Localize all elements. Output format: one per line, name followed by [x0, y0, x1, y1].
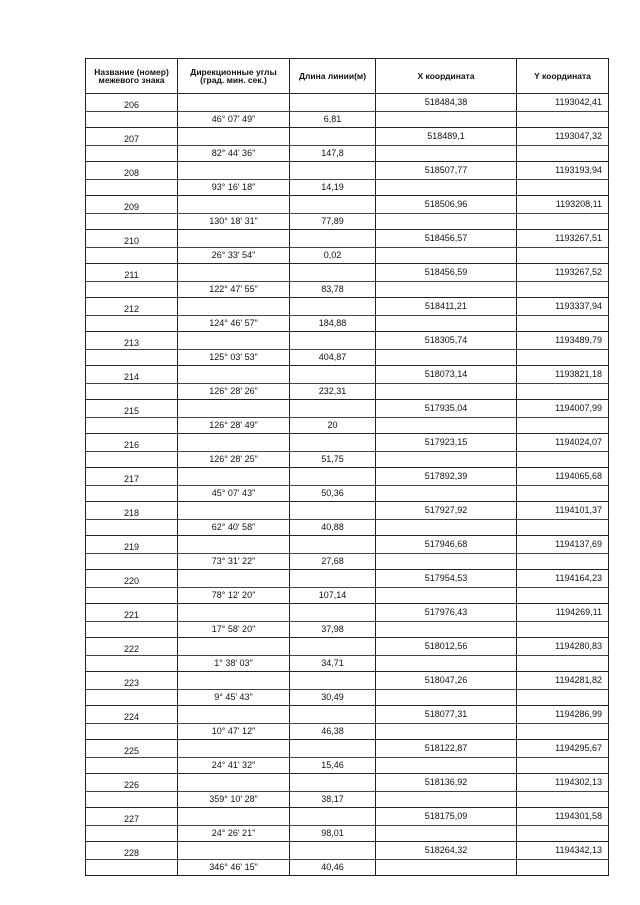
direction-angle: 1° 38' 03"	[178, 655, 290, 672]
table-row	[86, 689, 609, 706]
name-empty	[86, 859, 178, 876]
table-row	[86, 264, 609, 282]
y-coordinate: 1194164,23	[517, 570, 609, 588]
y-empty	[517, 689, 609, 706]
table-row	[86, 485, 609, 502]
angle-empty	[178, 128, 290, 146]
line-length: 184,88	[290, 315, 376, 332]
direction-angle: 46° 07' 49"	[178, 111, 290, 128]
x-coordinate: 518077,31	[376, 706, 517, 724]
header-x: X координата	[376, 59, 517, 94]
table-row	[86, 128, 609, 146]
x-coordinate: 518456,59	[376, 264, 517, 282]
direction-angle: 45° 07' 43"	[178, 485, 290, 502]
length-empty	[290, 400, 376, 418]
name-empty	[86, 417, 178, 434]
x-coordinate: 517892,39	[376, 468, 517, 486]
name-empty	[86, 349, 178, 366]
x-empty	[376, 383, 517, 400]
table-row	[86, 162, 609, 180]
y-empty	[517, 859, 609, 876]
point-name: 222	[86, 638, 178, 656]
angle-empty	[178, 468, 290, 486]
table-row	[86, 417, 609, 434]
point-name: 206	[86, 94, 178, 112]
name-empty	[86, 315, 178, 332]
y-coordinate: 1193337,94	[517, 298, 609, 316]
direction-angle: 346° 46' 15"	[178, 859, 290, 876]
table-row	[86, 740, 609, 758]
direction-angle: 130° 18' 31"	[178, 213, 290, 230]
y-coordinate: 1194101,37	[517, 502, 609, 520]
name-empty	[86, 247, 178, 264]
name-empty	[86, 553, 178, 570]
length-empty	[290, 468, 376, 486]
y-empty	[517, 825, 609, 842]
y-coordinate: 1193208,11	[517, 196, 609, 214]
angle-empty	[178, 94, 290, 112]
x-empty	[376, 213, 517, 230]
line-length: 0,02	[290, 247, 376, 264]
name-empty	[86, 451, 178, 468]
y-coordinate: 1194007,99	[517, 400, 609, 418]
x-empty	[376, 621, 517, 638]
y-empty	[517, 383, 609, 400]
x-empty	[376, 281, 517, 298]
y-coordinate: 1194301,58	[517, 808, 609, 826]
y-coordinate: 1193193,94	[517, 162, 609, 180]
x-empty	[376, 723, 517, 740]
x-empty	[376, 655, 517, 672]
length-empty	[290, 706, 376, 724]
direction-angle: 17° 58' 20"	[178, 621, 290, 638]
name-empty	[86, 825, 178, 842]
name-empty	[86, 281, 178, 298]
direction-angle: 125° 03' 53"	[178, 349, 290, 366]
y-empty	[517, 655, 609, 672]
table-row	[86, 434, 609, 452]
angle-empty	[178, 604, 290, 622]
table-row	[86, 825, 609, 842]
x-coordinate: 518136,92	[376, 774, 517, 792]
y-empty	[517, 281, 609, 298]
line-length: 50,36	[290, 485, 376, 502]
point-name: 216	[86, 434, 178, 452]
x-empty	[376, 485, 517, 502]
table-row	[86, 502, 609, 520]
point-name: 217	[86, 468, 178, 486]
direction-angle: 359° 10' 28"	[178, 791, 290, 808]
name-empty	[86, 145, 178, 162]
table-row	[86, 349, 609, 366]
table-row	[86, 808, 609, 826]
length-empty	[290, 740, 376, 758]
y-empty	[517, 247, 609, 264]
coordinates-table	[85, 58, 609, 876]
table-row	[86, 332, 609, 350]
length-empty	[290, 808, 376, 826]
table-row	[86, 706, 609, 724]
angle-empty	[178, 162, 290, 180]
y-coordinate: 1194065,68	[517, 468, 609, 486]
y-coordinate: 1194286,99	[517, 706, 609, 724]
x-empty	[376, 417, 517, 434]
y-coordinate: 1193821,18	[517, 366, 609, 384]
line-length: 51,75	[290, 451, 376, 468]
x-coordinate: 518122,87	[376, 740, 517, 758]
length-empty	[290, 536, 376, 554]
x-coordinate: 518073,14	[376, 366, 517, 384]
boundary-coordinates-document	[85, 58, 608, 876]
line-length: 83,78	[290, 281, 376, 298]
line-length: 30,49	[290, 689, 376, 706]
x-empty	[376, 825, 517, 842]
y-coordinate: 1193489,79	[517, 332, 609, 350]
table-row	[86, 196, 609, 214]
y-empty	[517, 111, 609, 128]
angle-empty	[178, 706, 290, 724]
table-row	[86, 604, 609, 622]
table-row	[86, 468, 609, 486]
angle-empty	[178, 638, 290, 656]
y-empty	[517, 213, 609, 230]
point-name: 225	[86, 740, 178, 758]
table-row	[86, 621, 609, 638]
table-row	[86, 315, 609, 332]
header-name: Название (номер) межевого знака	[86, 59, 178, 94]
direction-angle: 126° 28' 25"	[178, 451, 290, 468]
table-row	[86, 774, 609, 792]
point-name: 214	[86, 366, 178, 384]
angle-empty	[178, 264, 290, 282]
direction-angle: 126° 28' 49"	[178, 417, 290, 434]
angle-empty	[178, 536, 290, 554]
angle-empty	[178, 230, 290, 248]
name-empty	[86, 587, 178, 604]
length-empty	[290, 502, 376, 520]
y-coordinate: 1193267,51	[517, 230, 609, 248]
line-length: 77,89	[290, 213, 376, 230]
point-name: 223	[86, 672, 178, 690]
x-empty	[376, 349, 517, 366]
direction-angle: 9° 45' 43"	[178, 689, 290, 706]
direction-angle: 10° 47' 12"	[178, 723, 290, 740]
y-empty	[517, 553, 609, 570]
direction-angle: 122° 47' 55"	[178, 281, 290, 298]
angle-empty	[178, 298, 290, 316]
y-empty	[517, 485, 609, 502]
angle-empty	[178, 502, 290, 520]
line-length: 14,19	[290, 179, 376, 196]
name-empty	[86, 621, 178, 638]
length-empty	[290, 298, 376, 316]
table-row	[86, 553, 609, 570]
table-header	[86, 59, 609, 94]
table-row	[86, 859, 609, 876]
x-coordinate: 518484,38	[376, 94, 517, 112]
direction-angle: 24° 41' 32"	[178, 757, 290, 774]
y-empty	[517, 587, 609, 604]
table-body	[86, 94, 609, 876]
table-row	[86, 230, 609, 248]
y-coordinate: 1194295,67	[517, 740, 609, 758]
line-length: 27,68	[290, 553, 376, 570]
table-row	[86, 366, 609, 384]
y-empty	[517, 179, 609, 196]
x-coordinate: 518456,57	[376, 230, 517, 248]
y-empty	[517, 757, 609, 774]
direction-angle: 124° 46' 57"	[178, 315, 290, 332]
point-name: 227	[86, 808, 178, 826]
table-row	[86, 723, 609, 740]
x-coordinate: 517946,68	[376, 536, 517, 554]
table-row	[86, 655, 609, 672]
line-length: 98,01	[290, 825, 376, 842]
length-empty	[290, 672, 376, 690]
x-empty	[376, 553, 517, 570]
table-row	[86, 587, 609, 604]
length-empty	[290, 842, 376, 860]
name-empty	[86, 111, 178, 128]
y-empty	[517, 417, 609, 434]
table-row	[86, 111, 609, 128]
y-empty	[517, 349, 609, 366]
name-empty	[86, 689, 178, 706]
name-empty	[86, 485, 178, 502]
length-empty	[290, 604, 376, 622]
x-coordinate: 518507,77	[376, 162, 517, 180]
x-coordinate: 518489,1	[376, 128, 517, 146]
x-empty	[376, 689, 517, 706]
direction-angle: 26° 33' 54"	[178, 247, 290, 264]
y-empty	[517, 451, 609, 468]
y-empty	[517, 723, 609, 740]
point-name: 211	[86, 264, 178, 282]
direction-angle: 78° 12' 20"	[178, 587, 290, 604]
angle-empty	[178, 774, 290, 792]
x-empty	[376, 859, 517, 876]
line-length: 404,87	[290, 349, 376, 366]
y-empty	[517, 315, 609, 332]
y-coordinate: 1194269,11	[517, 604, 609, 622]
length-empty	[290, 366, 376, 384]
length-empty	[290, 128, 376, 146]
header-angle: Дирекционные углы (град. мин. сек.)	[178, 59, 290, 94]
y-coordinate: 1194280,83	[517, 638, 609, 656]
table-row	[86, 298, 609, 316]
x-empty	[376, 519, 517, 536]
angle-empty	[178, 808, 290, 826]
x-empty	[376, 791, 517, 808]
table-row	[86, 570, 609, 588]
name-empty	[86, 383, 178, 400]
name-empty	[86, 791, 178, 808]
length-empty	[290, 264, 376, 282]
line-length: 40,46	[290, 859, 376, 876]
point-name: 226	[86, 774, 178, 792]
x-empty	[376, 315, 517, 332]
line-length: 34,71	[290, 655, 376, 672]
x-coordinate: 518264,32	[376, 842, 517, 860]
name-empty	[86, 213, 178, 230]
table-row	[86, 791, 609, 808]
length-empty	[290, 230, 376, 248]
name-empty	[86, 655, 178, 672]
direction-angle: 62° 40' 58"	[178, 519, 290, 536]
x-empty	[376, 111, 517, 128]
y-coordinate: 1194302,13	[517, 774, 609, 792]
y-empty	[517, 621, 609, 638]
length-empty	[290, 774, 376, 792]
angle-empty	[178, 740, 290, 758]
table-row	[86, 383, 609, 400]
y-coordinate: 1193047,32	[517, 128, 609, 146]
y-empty	[517, 519, 609, 536]
x-coordinate: 518047,26	[376, 672, 517, 690]
x-empty	[376, 757, 517, 774]
angle-empty	[178, 332, 290, 350]
point-name: 212	[86, 298, 178, 316]
y-empty	[517, 145, 609, 162]
table-row	[86, 519, 609, 536]
table-row	[86, 536, 609, 554]
direction-angle: 93° 16' 18"	[178, 179, 290, 196]
point-name: 220	[86, 570, 178, 588]
x-coordinate: 518506,96	[376, 196, 517, 214]
x-empty	[376, 145, 517, 162]
name-empty	[86, 179, 178, 196]
table-row	[86, 672, 609, 690]
line-length: 46,38	[290, 723, 376, 740]
x-coordinate: 517954,53	[376, 570, 517, 588]
table-row	[86, 638, 609, 656]
table-row	[86, 179, 609, 196]
x-empty	[376, 179, 517, 196]
point-name: 208	[86, 162, 178, 180]
table-row	[86, 842, 609, 860]
point-name: 215	[86, 400, 178, 418]
angle-empty	[178, 366, 290, 384]
line-length: 38,17	[290, 791, 376, 808]
table-row	[86, 400, 609, 418]
y-coordinate: 1194342,13	[517, 842, 609, 860]
x-coordinate: 517927,92	[376, 502, 517, 520]
line-length: 37,98	[290, 621, 376, 638]
angle-empty	[178, 196, 290, 214]
x-coordinate: 518305,74	[376, 332, 517, 350]
point-name: 221	[86, 604, 178, 622]
angle-empty	[178, 434, 290, 452]
angle-empty	[178, 400, 290, 418]
table-row	[86, 145, 609, 162]
line-length: 20	[290, 417, 376, 434]
x-coordinate: 518012,56	[376, 638, 517, 656]
length-empty	[290, 196, 376, 214]
angle-empty	[178, 570, 290, 588]
x-empty	[376, 451, 517, 468]
name-empty	[86, 757, 178, 774]
table-row	[86, 281, 609, 298]
x-coordinate: 518175,09	[376, 808, 517, 826]
y-coordinate: 1193042,41	[517, 94, 609, 112]
angle-empty	[178, 842, 290, 860]
length-empty	[290, 332, 376, 350]
length-empty	[290, 434, 376, 452]
direction-angle: 82° 44' 36"	[178, 145, 290, 162]
point-name: 210	[86, 230, 178, 248]
line-length: 15,46	[290, 757, 376, 774]
point-name: 228	[86, 842, 178, 860]
table-row	[86, 757, 609, 774]
y-empty	[517, 791, 609, 808]
y-coordinate: 1194024,07	[517, 434, 609, 452]
length-empty	[290, 162, 376, 180]
length-empty	[290, 570, 376, 588]
x-coordinate: 517923,15	[376, 434, 517, 452]
table-row	[86, 247, 609, 264]
table-row	[86, 94, 609, 112]
direction-angle: 73° 31' 22"	[178, 553, 290, 570]
length-empty	[290, 94, 376, 112]
point-name: 218	[86, 502, 178, 520]
length-empty	[290, 638, 376, 656]
y-coordinate: 1193267,52	[517, 264, 609, 282]
line-length: 40,88	[290, 519, 376, 536]
y-coordinate: 1194137,69	[517, 536, 609, 554]
direction-angle: 24° 26' 21"	[178, 825, 290, 842]
x-empty	[376, 247, 517, 264]
point-name: 213	[86, 332, 178, 350]
name-empty	[86, 723, 178, 740]
table-row	[86, 213, 609, 230]
direction-angle: 126° 28' 26"	[178, 383, 290, 400]
y-coordinate: 1194281,82	[517, 672, 609, 690]
x-coordinate: 518411,21	[376, 298, 517, 316]
line-length: 6,81	[290, 111, 376, 128]
x-coordinate: 517976,43	[376, 604, 517, 622]
line-length: 147,8	[290, 145, 376, 162]
angle-empty	[178, 672, 290, 690]
line-length: 232,31	[290, 383, 376, 400]
x-empty	[376, 587, 517, 604]
line-length: 107,14	[290, 587, 376, 604]
point-name: 207	[86, 128, 178, 146]
point-name: 209	[86, 196, 178, 214]
header-y: Y координата	[517, 59, 609, 94]
header-length: Длина линии(м)	[290, 59, 376, 94]
name-empty	[86, 519, 178, 536]
x-coordinate: 517935,04	[376, 400, 517, 418]
point-name: 224	[86, 706, 178, 724]
table-row	[86, 451, 609, 468]
point-name: 219	[86, 536, 178, 554]
